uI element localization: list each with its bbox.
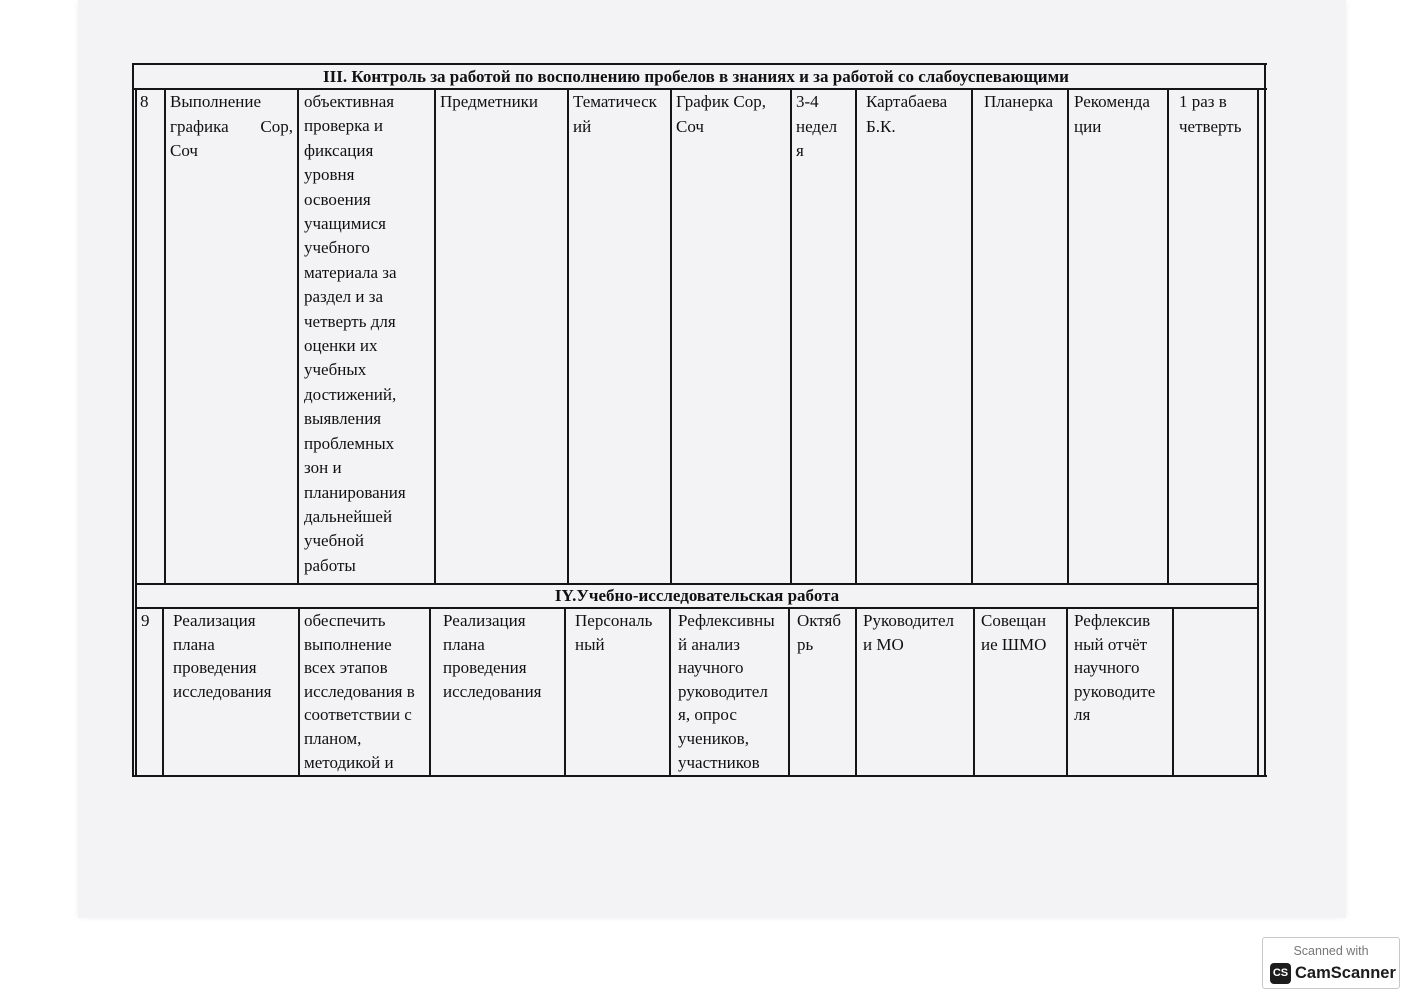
row-9-term: Октяб рь [797, 611, 841, 654]
row-8-term: 3-4 недел я [796, 92, 838, 160]
row-9-review: Совещан ие ШМО [981, 611, 1047, 654]
camscanner-badge [1262, 937, 1400, 989]
camscanner-name: CamScanner [1295, 964, 1396, 982]
row-8-review: Планерка [984, 92, 1053, 111]
camscanner-caption: Scanned with [1293, 944, 1369, 958]
row-9-type: Персональ ный [575, 611, 653, 654]
row-9-object: Реализация плана проведения исследования [443, 611, 542, 701]
row-9-period [1175, 609, 1257, 775]
row-9-name: Реализация плана проведения исследования [173, 611, 272, 701]
row-9-decision: Рефлексив ный отчёт научного руководите ля [1074, 611, 1156, 725]
row-8-decision: Рекоменда ции [1074, 92, 1150, 136]
section-3-title: III. Контроль за работой по восполнению пробелов в знаниях и за работой со слабоуспевающими [323, 67, 1069, 86]
row-8-type: Тематическ ий [573, 92, 657, 136]
row-8-number: 8 [140, 92, 149, 111]
row-8-method: График Сор, Соч [676, 92, 767, 136]
camscanner-logo-icon: CS [1270, 963, 1291, 984]
row-8-period: 1 раз в четверть [1179, 92, 1242, 136]
row-8-goal: объективная проверка и фиксация уровня освоения учащимися учебного материала за раздел и за четверть для оценки их учебных достижений, выявления проблемных зон и планирования дальнейшей учебной работы [304, 92, 406, 575]
scanned-page [78, 0, 1346, 918]
row-9-goal: обеспечить выполнение всех этапов исследования в соответствии с планом, методикой и [304, 611, 415, 772]
row-8-name: Выполнение графика Сор, Соч [170, 92, 293, 160]
row-9-number: 9 [141, 611, 150, 630]
row-9-method: Рефлексивны й анализ научного руководител я, опрос учеников, участников [678, 611, 775, 772]
row-8-object: Предметники [440, 92, 539, 111]
row-9-responsible: Руководител и МО [863, 611, 954, 654]
row-8-responsible: Картабаева Б.К. [866, 92, 948, 136]
section-4-title: IY.Учебно-исследовательская работа [554, 586, 840, 605]
